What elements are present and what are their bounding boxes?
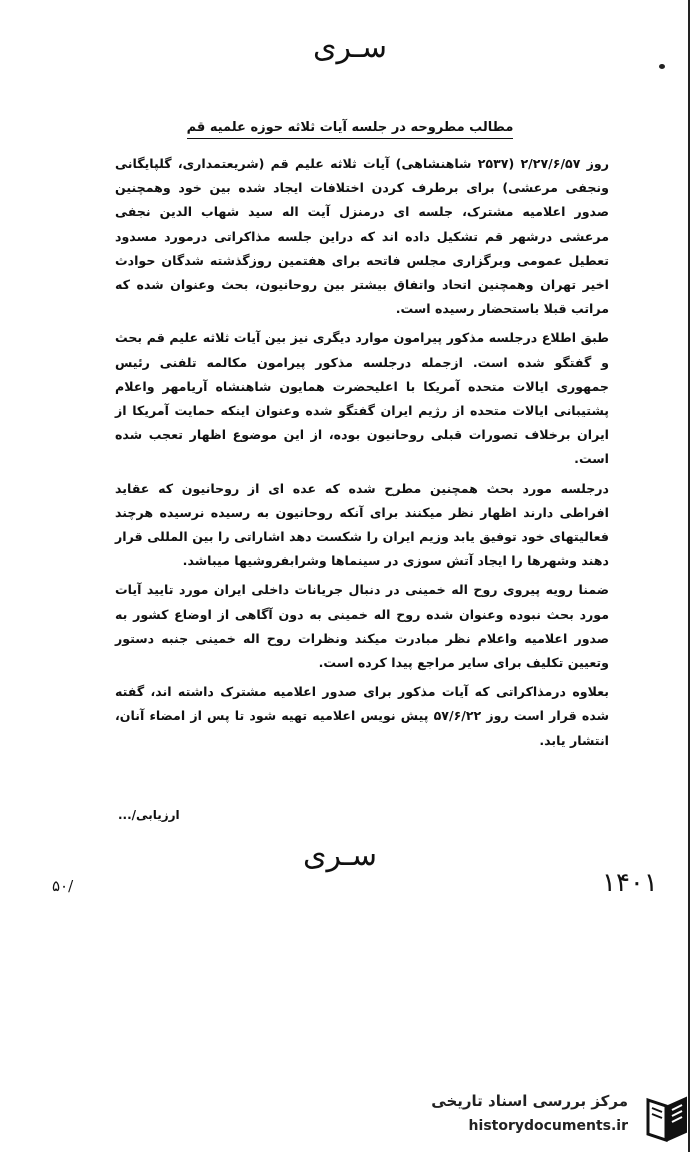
document-subject (0, 120, 700, 139)
classification-footer: سـری (303, 838, 377, 873)
open-book-logo-icon (642, 1092, 692, 1144)
watermark-url: historydocuments.ir (468, 1118, 628, 1134)
paragraph-1: روز ۲/۲۷/۶/۵۷ (۲۵۳۷ شاهنشاهی) آیات ثلاثه علیم قم (شریعتمداری، گلپایگانی ونجفی مرعشی) برای برطرف کردن اختلافات ایجاد شده بین خود وهمچنین صدور اعلامیه مشترک، جلسه ای درمنزل آیت اله سید شهاب الدین نجفی مرعشی درشهر قم تشکیل داده اند که دراین جلسه مذاکراتی درمورد مسدود تعطیل عمومی وبرگزاری مجلس فاتحه برای هفتمین روزگذشته شدگان حوادث اخیر تهران وهمچنین اتحاد واتفاق بیشتر بین روحانیون، بحث وعنوان شده که مراتب قبلا باستحضار رسیده است. (115, 156, 610, 317)
assessment-note: ارزیابی/... (118, 808, 180, 822)
margin-annotation: ۵۰/ (52, 877, 74, 895)
scan-edge-line (688, 0, 690, 1152)
watermark (410, 1088, 690, 1148)
paragraph-3: درجلسه مورد بحث همچنین مطرح شده که عده ای از روحانیون که عقاید افراطی دارند اظهار نظر میکنند برای آنکه روحانیون به رسیده نرسیده هرچند فعالیتهای خود توفیق یابد وزیم ایران را شکست دهد اشاراتی را بین المللی قرار دهند وشهرها را ایجاد آتش سوزی در سینماها وشرابفروشیها میباشد. (115, 480, 609, 569)
paragraph-4: ضمنا رویه پیروی روح اله خمینی در دنبال جریانات داخلی ایران مورد تایید آیات مورد بحث نبوده وعنوان شده روح اله خمینی به دون آگاهی از اوضاع کشور به صدور اعلامیه واعلام نظر مبادرت میکند ونظرات روح اله خمینی جنبه دستور وتعیین تکلیف برای سایر مراجع پیدا کرده است. (115, 582, 609, 671)
watermark-title: مرکز بررسی اسناد تاریخی (431, 1092, 628, 1110)
paragraph-2: طبق اطلاع درجلسه مذکور پیرامون موارد دیگری نیز بین آیات ثلاثه علیم قم بحث و گفتگو شده است. ازجمله درجلسه مذکور پیرامون مکالمه تلفنی رئیس جمهوری ایالات متحده آمریکا با اعلیحضرت همایون شاهنشاه آریامهر واعلام پشتیبانی ایالات متحده از رژیم ایران گفتگو شده وعنوان اینکه حمایت آمریکا از ایران برخلاف تصورات قبلی روحانیون بوده، از این موضوع اظهار تعجب شده است. (115, 330, 609, 467)
document-body (115, 152, 609, 758)
classification-header: سـری (313, 30, 387, 65)
page-number: ۱۴۰۱ (602, 868, 658, 898)
subject-text: مطالب مطروحه در جلسه آیات ثلاثه حوزه علمیه قم (187, 120, 514, 139)
paragraph-5: بعلاوه درمذاکراتی که آیات مذکور برای صدور اعلامیه مشترک داشته اند، گفته شده قرار است روز ۵۷/۶/۲۲ پیش نویس اعلامیه تهیه شود تا پس از امضاء آنان، انتشار یابد. (115, 684, 609, 748)
